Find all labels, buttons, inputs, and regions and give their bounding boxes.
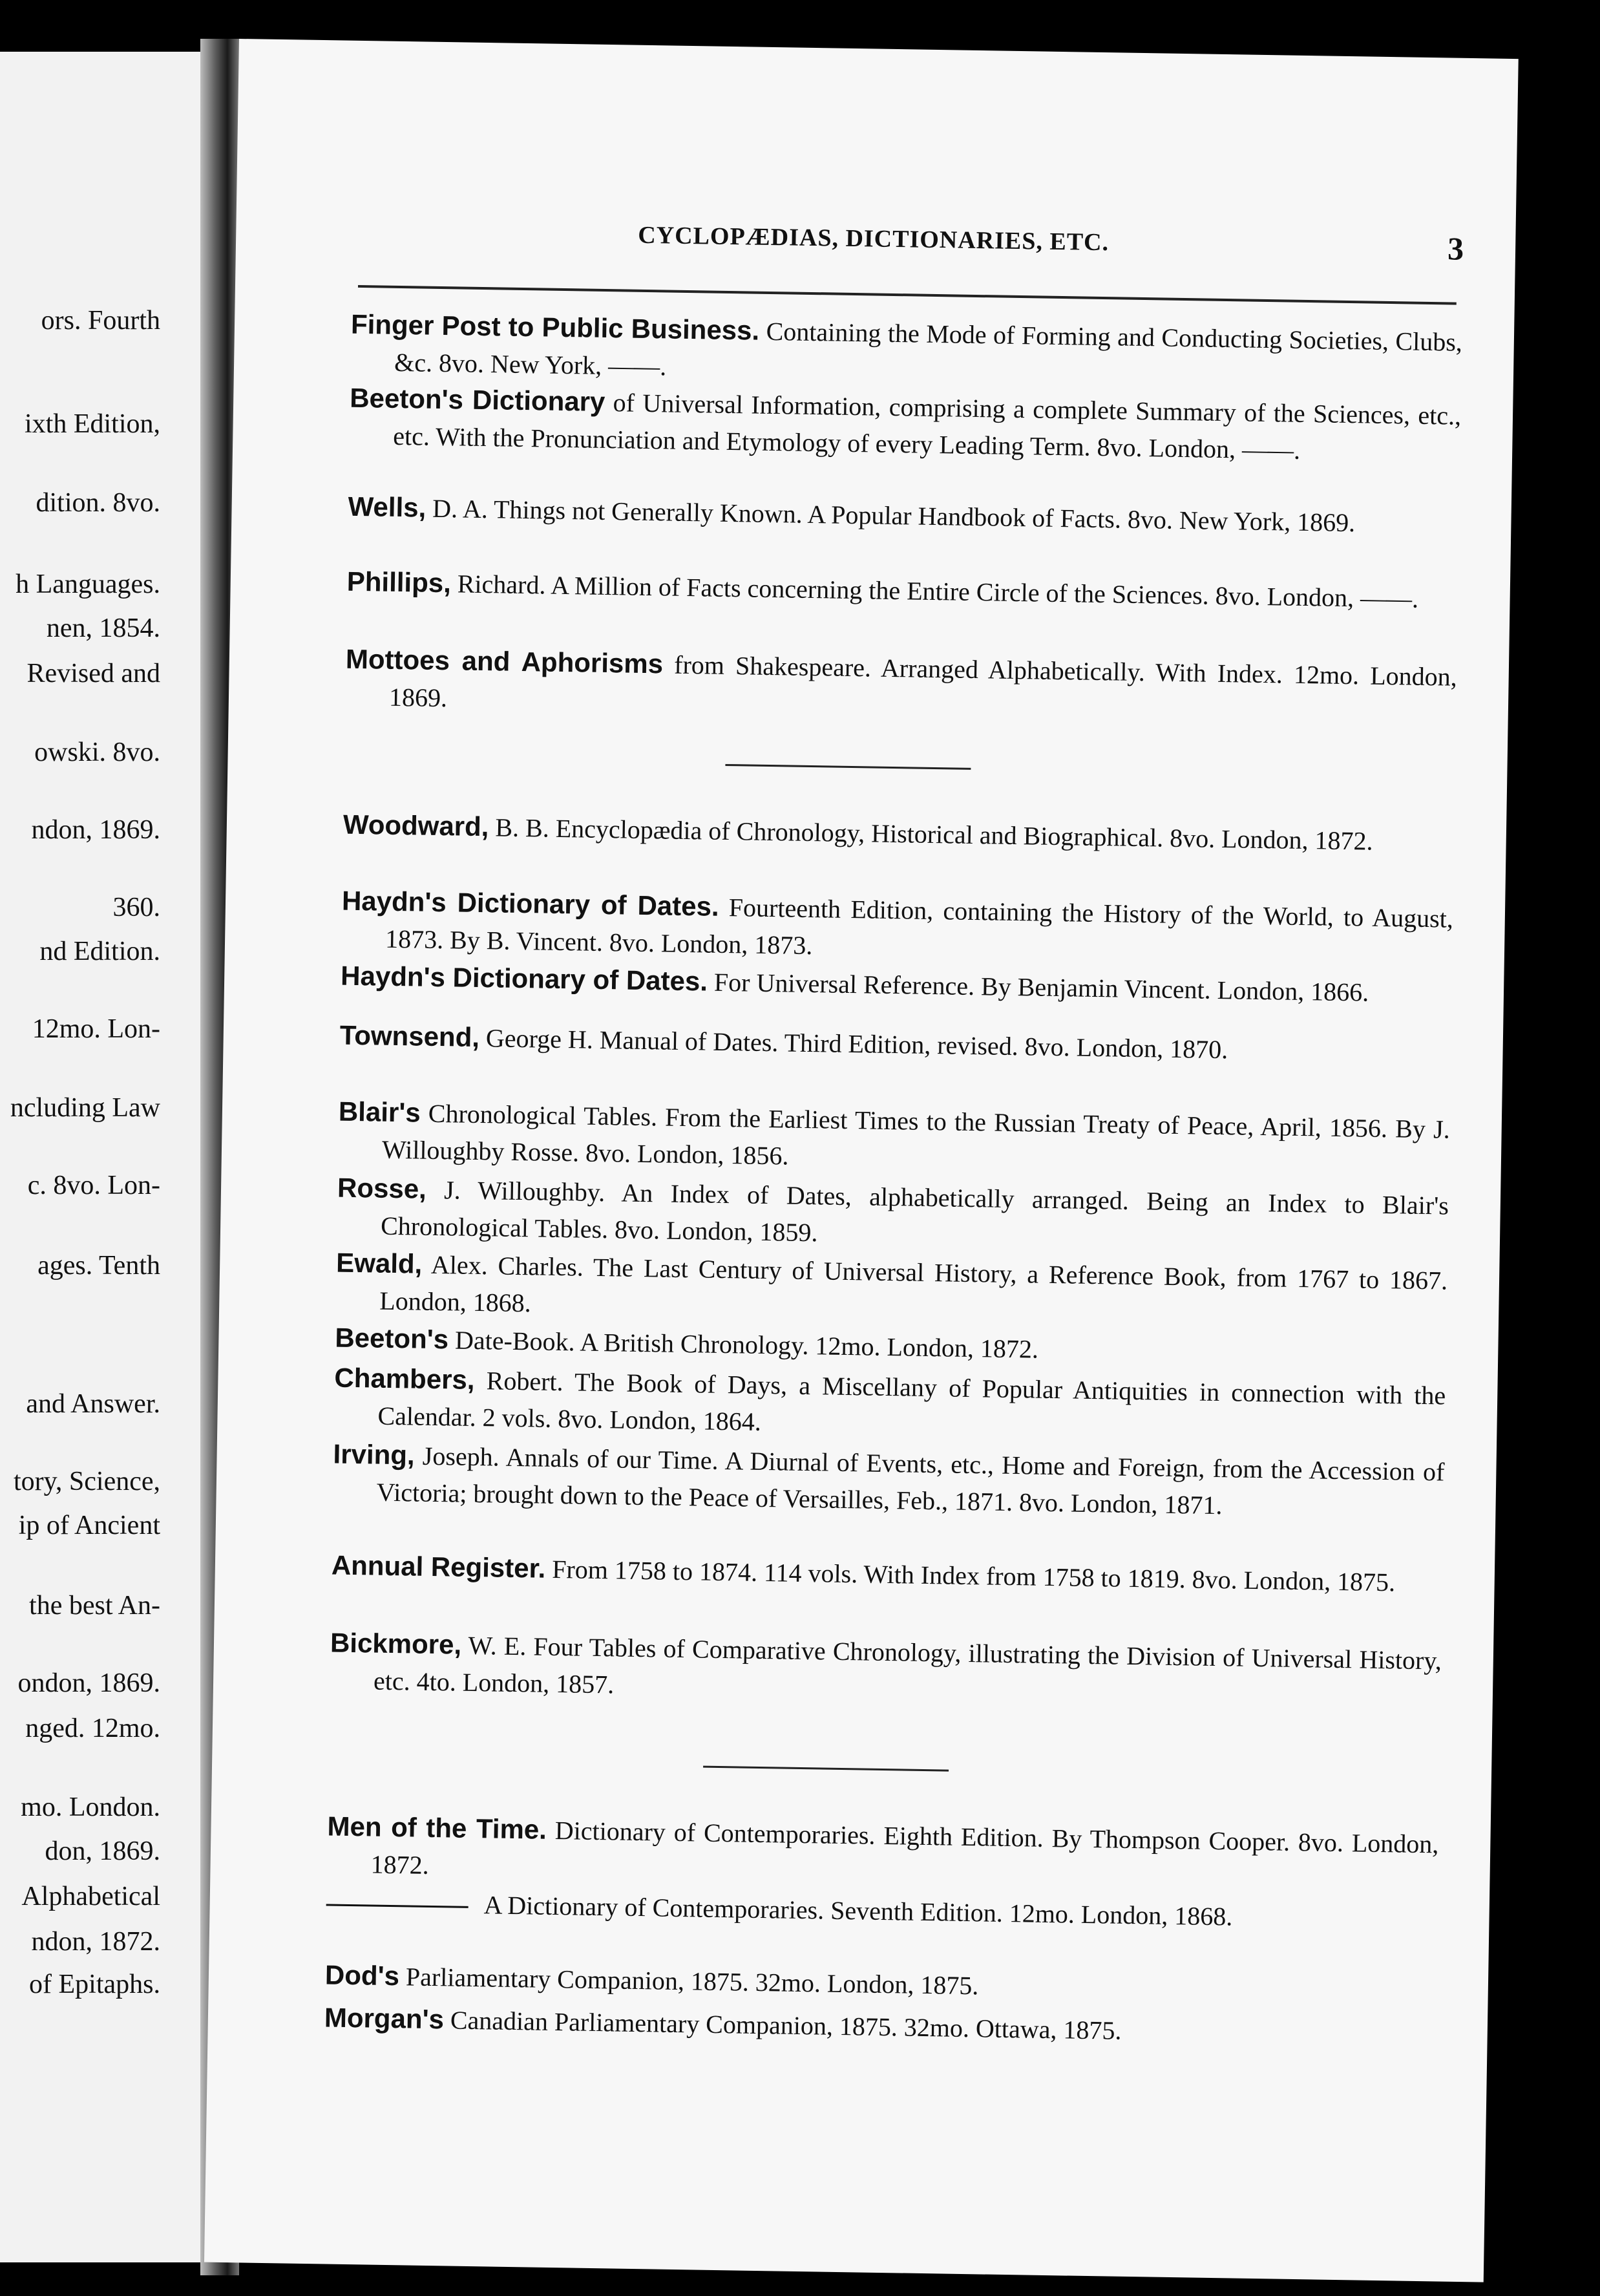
entry-heading: Haydn's Dictionary of Dates. (340, 960, 708, 997)
bibliography-entry (330, 1624, 1442, 1716)
entry-text: Parliamentary Companion, 1875. 32mo. London, 1875. (399, 1962, 979, 2001)
previous-page-line: h Languages. (16, 569, 160, 599)
previous-page-line: 12mo. Lon- (32, 1014, 160, 1044)
entry-text: from Shakespeare. Arranged Alphabetically. With Index. 12mo. London, 1869. (388, 650, 1458, 713)
bibliography-entries (204, 39, 1519, 2282)
previous-page-line: dition. 8vo. (36, 488, 160, 518)
running-header-title: CYCLOPÆDIAS, DICTIONARIES, ETC. (637, 221, 1110, 257)
entry-text: Dictionary of Contemporaries. Eighth Edition. By Thompson Cooper. 8vo. London, 1872. (370, 1815, 1439, 1880)
entry-text: D. A. Things not Generally Known. A Popular Handbook of Facts. 8vo. New York, 1869. (425, 493, 1356, 538)
previous-page-line: ip of Ancient (18, 1511, 160, 1540)
previous-page-line: ages. Tenth (37, 1251, 160, 1281)
bibliography-entry (345, 641, 1458, 732)
entry-heading: Chambers, (334, 1362, 475, 1395)
previous-page-line: 360. (112, 893, 160, 922)
entry-text: W. E. Four Tables of Comparative Chronology, illustrating the Division of Universal History, etc. 4to. London, 1857. (373, 1630, 1442, 1699)
entry-text: Date-Book. A British Chronology. 12mo. London, 1872. (448, 1325, 1039, 1364)
entry-text: Richard. A Million of Facts concerning the Entire Circle of the Sciences. 8vo. London, ——. (450, 569, 1419, 613)
previous-page-line: and Answer. (26, 1389, 160, 1419)
entry-heading: Townsend, (339, 1019, 480, 1053)
ditto-dash (326, 1904, 468, 1908)
bibliography-entry (326, 1807, 1439, 1899)
entry-text: Joseph. Annals of our Time. A Diurnal of Events, etc., Home and Foreign, from the Accession of Victoria; brought down to the Peace of Versailles, Feb., 1871. 8vo. London, 1871. (376, 1441, 1445, 1520)
entry-heading: Mottoes and Aphorisms (345, 643, 664, 679)
entry-heading: Bickmore, (330, 1627, 462, 1660)
entry-text: George H. Manual of Dates. Third Edition, revised. 8vo. London, 1870. (479, 1023, 1228, 1065)
previous-page-line: ors. Fourth (41, 306, 160, 335)
entry-text: Containing the Mode of Forming and Conducting Societies, Clubs, &c. 8vo. New York, ——. (394, 316, 1463, 381)
previous-page-line: ndon, 1869. (31, 815, 160, 845)
previous-page-line: Revised and (26, 659, 160, 688)
entry-heading: Ewald, (335, 1247, 423, 1279)
previous-page-line: c. 8vo. Lon- (27, 1171, 160, 1200)
entry-text: B. B. Encyclopædia of Chronology, Historical and Biographical. 8vo. London, 1872. (489, 813, 1373, 856)
bibliography-entry (342, 806, 1455, 861)
entry-text: Robert. The Book of Days, a Miscellany of Popular Antiquities in connection with the Calendar. 2 vols. 8vo. London, 1864. (377, 1365, 1446, 1436)
bibliography-entry (346, 563, 1458, 618)
previous-page-line: nd Edition. (39, 937, 160, 966)
previous-page-line: the best An- (29, 1591, 160, 1621)
entry-heading: Wells, (348, 491, 426, 523)
bibliography-entry (348, 488, 1460, 543)
entry-text: Canadian Parliamentary Companion, 1875. 32mo. Ottawa, 1875. (443, 2005, 1122, 2045)
entry-heading: Beeton's Dictionary (349, 382, 605, 417)
previous-page-line: ondon, 1869. (17, 1668, 160, 1698)
entry-heading: Beeton's (335, 1322, 449, 1355)
entry-heading: Haydn's Dictionary of Dates. (341, 885, 719, 922)
entry-text: Chronological Tables. From the Earliest Times to the Russian Treaty of Peace, April, 1856. By J. Willoughby Rosse. 8vo. London, 1856. (381, 1098, 1451, 1171)
entry-heading: Men of the Time. (327, 1811, 547, 1845)
previous-page-line: nged. 12mo. (25, 1714, 160, 1743)
bibliography-entry (333, 1359, 1446, 1451)
entry-heading: Irving, (333, 1438, 416, 1471)
previous-page-line: ixth Edition, (25, 409, 160, 439)
entry-heading: Finger Post to Public Business. (350, 308, 760, 346)
section-rule (725, 764, 971, 770)
entry-heading: Rosse, (337, 1172, 427, 1204)
entry-heading: Annual Register. (331, 1549, 546, 1584)
previous-page-line: owski. 8vo. (34, 738, 160, 767)
entry-heading: Blair's (338, 1096, 421, 1128)
previous-page-line: Alphabetical (21, 1882, 160, 1911)
entry-text: Fourteenth Edition, containing the History of the World, to August, 1873. By B. Vincent. 8vo. London, 1873. (384, 892, 1454, 961)
previous-page-line: of Epitaphs. (29, 1970, 160, 1999)
previous-page-line: ndon, 1872. (31, 1927, 160, 1957)
entry-text: Alex. Charles. The Last Century of Universal History, a Reference Book, from 1767 to 1867. London, 1868. (379, 1249, 1448, 1318)
bibliography-entry (331, 1547, 1443, 1602)
entry-heading: Dod's (324, 1959, 400, 1992)
entry-text: A Dictionary of Contemporaries. Seventh Edition. 12mo. London, 1868. (483, 1890, 1233, 1931)
entry-heading: Phillips, (346, 566, 452, 599)
bibliography-entry (338, 1093, 1451, 1185)
previous-page-line: tory, Science, (13, 1467, 160, 1496)
previous-page-line: don, 1869. (45, 1836, 160, 1866)
previous-page-line: nen, 1854. (46, 613, 160, 643)
entry-text: From 1758 to 1874. 114 vols. With Index from 1758 to 1819. 8vo. London, 1875. (545, 1554, 1396, 1597)
bibliography-entry (339, 1017, 1451, 1072)
entry-text: J. Willoughby. An Index of Dates, alphabetically arranged. Being an Index to Blair's Chronological Tables. 8vo. London, 1859. (380, 1175, 1449, 1248)
entry-text: For Universal Reference. By Benjamin Vincent. London, 1866. (707, 967, 1369, 1007)
bibliography-entry (332, 1436, 1445, 1527)
previous-page-line: ncluding Law (10, 1093, 160, 1123)
previous-page-line: mo. London. (21, 1792, 160, 1822)
page-number: 3 (1447, 230, 1464, 267)
section-rule (703, 1766, 949, 1772)
entry-text: of Universal Information, comprising a complete Summary of the Sciences, etc., etc. With the Pronunciation and Etymology of every Leading Term. 8vo. London, ——. (393, 387, 1462, 465)
previous-page-fragment (0, 52, 200, 2262)
entry-heading: Morgan's (324, 2002, 445, 2035)
book-page (204, 39, 1519, 2282)
entry-heading: Woodward, (342, 809, 489, 842)
